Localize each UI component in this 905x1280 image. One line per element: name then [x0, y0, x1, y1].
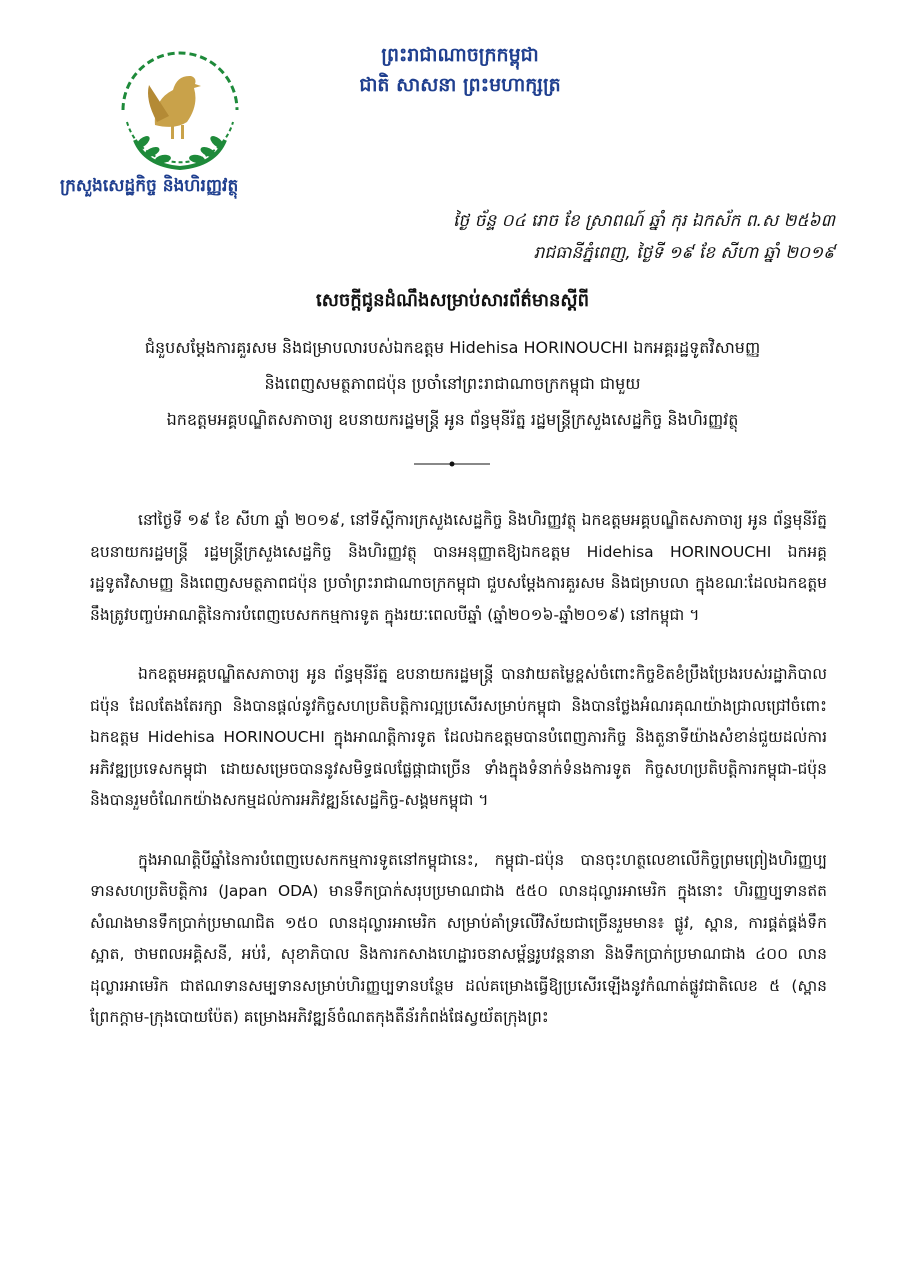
subtitle-line: ជំនួបសម្តែងការគួរសម និងជម្រាបលារបស់ឯកឧត្តម Hidehisa HORINOUCHI ឯកអគ្គរដ្ឋទូតវិសាមញ្ញ [144, 338, 761, 357]
body-paragraph: នៅថ្ងៃទី ១៩ ខែ សីហា ឆ្នាំ ២០១៩, នៅទីស្តីការក្រសួងសេដ្ឋកិច្ច និងហិរញ្ញវត្ថុ ឯកឧត្តមអគ្គបណ្ឌិតសភាចារ្យ អូន ព័ន្ធមុនីរ័ត្ន ឧបនាយករដ្ឋមន្ត្រី រដ្ឋមន្ត្រីក្រសួងសេដ្ឋកិច្ច និងហិរញ្ញវត្ថុ បានអនុញ្ញាតឱ្យឯកឧត្តម Hidehisa HORINOUCHI ឯកអគ្គរដ្ឋទូតវិសាមញ្ញ និងពេញសមត្ថភាពជប៉ុន ប្រចាំព្រះរាជាណាចក្រកម្ពុជា ជួបសម្តែងការគួរសម និងជម្រាបលា ក្នុងខណៈដែលឯកឧត្តមនឹងត្រូវបញ្ចប់អាណត្តិនៃការបំពេញបេសកកម្មការទូត ក្នុងរយៈពេលបីឆ្នាំ (ឆ្នាំ២០១៦-ឆ្នាំ២០១៩) នៅកម្ពុជា ។ [90, 511, 827, 624]
document-body [90, 505, 827, 1062]
solar-date: រាជធានីភ្នំពេញ, ថ្ងៃទី ១៩ ខែ សីហា ឆ្នាំ ២០១៩ [533, 243, 835, 263]
page-title: សេចក្តីជូនដំណឹងសម្រាប់សារព័ត៌មានស្តីពី [316, 290, 589, 311]
subtitle-line: និងពេញសមត្ថភាពជប៉ុន ប្រចាំនៅព្រះរាជាណាចក្រកម្ពុជា ជាមួយ [264, 374, 641, 393]
lunar-date: ថ្ងៃ ច័ន្ទ ០៤ រោច ខែ ស្រាពណ៍ ឆ្នាំ កុរ ឯកស័ក ព.ស ២៥៦៣ [452, 211, 835, 231]
ornament-divider [412, 460, 492, 468]
subtitle [40, 330, 865, 438]
kingdom-motto [330, 40, 590, 100]
kingdom-name: ព្រះរាជាណាចក្រកម្ពុជា [381, 44, 539, 66]
ministry-logo [105, 30, 255, 180]
subtitle-line: ឯកឧត្តមអគ្គបណ្ឌិតសភាចារ្យ ឧបនាយករដ្ឋមន្ត្រី អូន ព័ន្ធមុនីរ័ត្ន រដ្ឋមន្ត្រីក្រសួងសេដ្ឋកិច្ច និងហិរញ្ញវត្ថុ [166, 410, 739, 429]
ministry-seal-bird-icon [105, 30, 255, 180]
body-paragraph: ក្នុងអាណត្តិបីឆ្នាំនៃការបំពេញបេសកកម្មការទូតនៅកម្ពុជានេះ, កម្ពុជា-ជប៉ុន បានចុះហត្ថលេខាលើកិច្ចព្រមព្រៀងហិរញ្ញប្បទានសហប្រតិបត្តិការ (Japan ODA) មានទឹកប្រាក់សរុបប្រមាណជាង ៥៥០ លានដុល្លារអាមេរិក ក្នុងនោះ ហិរញ្ញប្បទានឥតសំណងមានទឹកប្រាក់ប្រមាណជិត ១៥០ លានដុល្លារអាមេរិក សម្រាប់គាំទ្រលើវិស័យជាច្រើនរួមមាន៖ ផ្លូវ, ស្ពាន, ការផ្គត់ផ្គង់ទឹកស្អាត, ថាមពលអគ្គិសនី, អប់រំ, សុខាភិបាល និងការកសាងហេដ្ឋារចនាសម្ព័ន្ធរូបវន្តនានា និងទឹកប្រាក់ប្រមាណជាង ៤០០ លានដុល្លារអាមេរិក ជាឥណទានសម្បទានសម្រាប់ហិរញ្ញប្បទានបន្ថែម ដល់គម្រោងធ្វើឱ្យប្រសើរឡើងនូវកំណាត់ផ្លូវជាតិលេខ ៥ (ស្ពានព្រែកក្តាម-ក្រុងបោយប៉ែត) គម្រោងអភិវឌ្ឍន៍ចំណតកុងតឺន័រកំពង់ផែស្វយ័តក្រុងព្រះ [90, 850, 827, 1026]
national-motto: ជាតិ សាសនា ព្រះមហាក្សត្រ [359, 74, 561, 96]
ministry-name: ក្រសួងសេដ្ឋកិច្ច និងហិរញ្ញវត្ថុ [60, 176, 239, 196]
date-block [453, 205, 835, 269]
body-paragraph: ឯកឧត្តមអគ្គបណ្ឌិតសភាចារ្យ អូន ព័ន្ធមុនីរ័ត្ន ឧបនាយករដ្ឋមន្ត្រី បានវាយតម្លៃខ្ពស់ចំពោះកិច្ចខិតខំប្រឹងប្រែងរបស់រដ្ឋាភិបាលជប៉ុន ដែលតែងតែរក្សា និងបានផ្តល់នូវកិច្ចសហប្រតិបត្តិការល្អប្រសើរសម្រាប់កម្ពុជា និងបានថ្លែងអំណរគុណយ៉ាងជ្រាលជ្រៅចំពោះឯកឧត្តម Hidehisa HORINOUCHI ក្នុងអាណត្តិការទូត ដែលឯកឧត្តមបានបំពេញភារកិច្ច និងតួនាទីយ៉ាងសំខាន់ជួយដល់ការអភិវឌ្ឍប្រទេសកម្ពុជា ដោយសម្រេចបាននូវសមិទ្ធផលផ្លែផ្កាជាច្រើន ទាំងក្នុងទំនាក់ទំនងការទូត កិច្ចសហប្រតិបត្តិការកម្ពុជា-ជប៉ុន និងបានរួមចំណែកយ៉ាងសកម្មដល់ការអភិវឌ្ឍន៍សេដ្ឋកិច្ច-សង្គមកម្ពុជា ។ [90, 665, 827, 809]
